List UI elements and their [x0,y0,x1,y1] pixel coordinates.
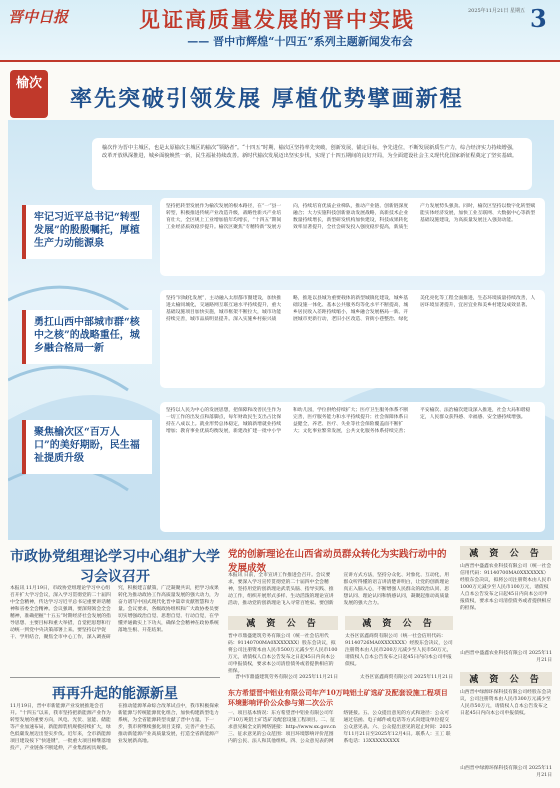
divider [10,677,220,678]
notice-1-signature: 晋中市鼎盛建筑劳务有限公司 2025年11月21日 [235,675,338,680]
article-2-text: 11月19日，晋中市新能源产业发展推进会召开。“十四五”以来，我市坚持把新能源产业作为转型发展的重要方向，风电、光伏、氢能、储能等产业加速布局，新能源装机规模持续扩大，绿色低碳发展迈出坚实步伐。近年来，全市新能源项目建设按下“快进键”，一批重大项目相继落地投产，产业链条不断延伸，产业集群初具规模。在推动能源革命综合改革试点中，我市积极探索新能源与传统能源优化组合，加快构建新型电力系统，为全省能源转型贡献了晋中力量。下一步，我市将继续强化项目支撑，完善产业生态，推动新能源产业高质量发展，打造全省新能源产业发展新高地。 [10,704,219,751]
article-3-title: 党的创新理论在山西省动员群众转化为实践行动中的发展成效 [228,549,447,574]
notice-2-text: 太谷区富鑫商贸有限公司（统一社会信用代码：91140726MA0XXXXXXX）经股东会决议，公司注册资本由人民币200万元减少至人民币50万元，请债权人自本公告发布之日起45日内向本公司申报债权。 [345,634,453,667]
notice-1-text: 晋中市鼎盛建筑劳务有限公司（统一社会信用代码：91140700MA0XXXXXXX）股东会决议，拟将公司注册资本由人民币500万元减少至人民币100万元，请债权人自本公告发布之日起45日内向本公司申报债权，要求本公司清偿债务或者提供相应的担保。 [228,634,338,673]
section-1-text: 坚持把转型发展作为榆次发展的根本路径，在“一”县一转型，积极推进传统产业改造升级，战略性新兴产业培育壮大，全区规上工业增加值年均增长，“十四五”期间工业经济质效稳步提升。榆次区聚焦“专精特新”发展方向，持续培育优质企业梯队，推动产业链、创新链深度融合；大力实施科技创新驱动发展战略，高新技术企业数量持续增长，新型研发机构加快建设，科技成果转化效率显著提升，全社会研发投入强度稳步提高，新质生产力发展势头强劲。同时，榆次区坚持以数字化转型赋能实体经济发展，加快工业互联网、大数据中心等新型基础设施建设，为高质量发展注入强劲动能。 [160,198,545,276]
notice-4-signature: 山西晋中绿源环保科技有限公司 2025年11月21日 [460,766,552,778]
article-3-text: 本报讯 日前，全市宣讲工作推进会召开。会议要求，要深入学习宣传贯彻党的二十届四中全会精神，坚持用党的创新理论武装头脑、指导实践、推动工作，组织开展形式多样、生动活泼的理论宣讲活动，推动党的创新理论飞入寻常百姓家。要创新宣讲方式方法，坚持分众化、对象化、互动化，用群众听得懂的语言讲清楚讲明白，让党的创新理论真正入脑入心，不断增强人民群众的政治认同、思想认同、理论认同和情感认同，凝聚起推动高质量发展的强大合力。 [228,573,450,606]
notice-1-header: 减 资 公 告 [228,616,338,630]
section-3-tag [22,420,152,474]
notice-5-title: 东方希望晋中铝业有限公司年产10万吨铝土矿选矿及配套设施工程项目环境影响评价公众参与第二次公示 [228,688,448,707]
feature-intro: 榆次作为晋中主城区，也是太原榆次主城区的榆次“领路者”。“十四五”时期，榆次区坚持率先突破，创新发展，锚定目标，争先进位，不断发展新质生产力，综合经济实力持续增强，改革开放纵深推进，城乡面貌焕然一新，民生福祉持续改善。新时代榆次发展迈出坚实步伐，实现了十四五期间的良好开局，为全面建设社会主义现代化国家新征程奠定了坚实基础。 [92,138,532,190]
notice-2-header: 减 资 公 告 [345,616,453,630]
notice-4-text: 山西晋中绿源环保科技有限公司经股东会决议，公司注册资本由人民币300万元减少至人民币50万元，请债权人自本公告发布之日起45日内向本公司申报债权。 [460,690,552,716]
headline: 率先突破引领发展 厚植优势擘画新程 [70,86,464,112]
notice-3-header: 减 资 公 告 [460,546,552,560]
page-subtitle: —— 晋中市辉煌“十四五”系列主题新闻发布会 [187,35,413,48]
notice-2-signature: 太谷区富鑫商贸有限公司 2025年11月21日 [359,675,453,680]
article-1-title: 市政协党组理论学习中心组扩大学习会议召开 [10,549,220,585]
column-tag: 榆次 [10,70,48,118]
section-3-text: 坚持以人民为中心的发展思想，把保障和改善民生作为一切工作的出发点和落脚点，每年财政民生支出占比保持在八成以上。就业形势总体稳定，城镇新增就业持续增加；教育事业优质均衡发展，新建改扩建一批中小学和幼儿园，学位供给持续扩大；医疗卫生服务体系不断完善，医疗服务能力和水平持续提升；社会保障体系日益健全，养老、医疗、失业等社会保险覆盖面不断扩大；文化事业繁荣发展，公共文化服务体系持续完善；平安榆次、法治榆次建设深入推进，社会大局和谐稳定，人民群众获得感、幸福感、安全感持续增强。 [160,402,545,532]
section-2-tag-text: 勇扛山西中部城市群“核中之核”的战略重任，城乡融合格局一新 [34,317,140,354]
notice-4-header: 减 资 公 告 [460,672,552,686]
section-2-text: 坚持“同城化发展”，主动融入太原都市圈建设，加快推进太榆同城化，交通路网互联互通水平持续提升，重大基础设施项目加快实施，城市框架不断拉大，城市功能持续完善，城市品质明显提升。深入实施乡村振兴战略，推进以县城为重要载体的新型城镇化建设，城乡基础设施一体化、基本公共服务均等化水平不断提高，城乡居民收入差距持续缩小，城乡融合发展格局一新。开展城市更新行动，老旧小区改造、背街小巷整治、绿化美化亮化等工程全面推进，生态环境质量持续改善，人居环境显著提升，宜居宜业和美乡村建设成效显著。 [160,290,545,388]
dateline: 2025年11月21日 星期五 [467,8,525,14]
section-2-tag [22,310,152,364]
section-3-tag-text: 聚焦榆次区“百万人口”的美好期盼，民生福祉提质升级 [34,427,140,464]
newspaper-logo: 晋中日报 [8,8,69,26]
page-slogan: 见证高质量发展的晋中实践 [139,7,415,32]
article-2-title: 再再升起的能源新星 [52,686,178,702]
section-1-tag-text: 牢记习近平总书记“转型发展”的殷殷嘱托，厚植生产力动能源泉 [34,212,140,249]
notice-3-text: 山西晋中盛鑫农业科技有限公司（统一社会信用代码：91140700MA0XXXXXXX）经股东会决议，拟将公司注册资本由人民币1000万元减少至人民币100万元，请债权人自本公告发布之日起45日内向本公司申报债权，要求本公司清偿债务或者提供相应的担保。 [460,564,552,611]
notice-3-signature: 山西晋中盛鑫农业科技有限公司 2025年11月21日 [460,651,552,663]
section-1-tag [22,205,152,259]
page-number: 3 [530,4,547,33]
article-1-text: 本报讯 11月19日，市政协党组理论学习中心组召开扩大学习会议，深入学习贯彻党的二十届四中全会精神，传达学习习近平总书记重要讲话精神和省委全会精神。会议强调，要深刻领会全会精神，准确把握“十五五”时期经济社会发展的指导思想、主要目标和重大举措，自觉把思想和行动统一到党中央决策部署上来。要坚持以学促干、学用结合，聚焦全市中心工作，深入调查研究，积极建言献策，广泛凝聚共识，把学习成果转化为推动政协工作高质量发展的强大动力，为奋力谱写中国式现代化晋中篇章贡献智慧和力量。会议要求，各级政协组织和广大政协委员要切实增强政治自觉、思想自觉、行动自觉，在学懂弄通做实上下功夫，确保全会精神在政协系统落地生根、开花结果。 [10,586,219,640]
notice-5-text: 一、项目基本情况：东方希望晋中铝业有限公司年产10万吨铝土矿选矿及配套设施工程项目。二、征求意见稿全文的网络链接：http://www.sx.gov.cn 三、征求意见的公众范围：项目环境影响评价范围内的公民、法人和其他组织。四、公众意见表的网络链接。五、公众提出意见的方式和途径：公众可通过信函、电子邮件或电话等方式向建设单位提交公众意见表。六、公众提出意见的起止时间：2025年11月21日至2025年12月4日。联系人：王工 联系电话：13XXXXXXXXX [228,711,452,744]
